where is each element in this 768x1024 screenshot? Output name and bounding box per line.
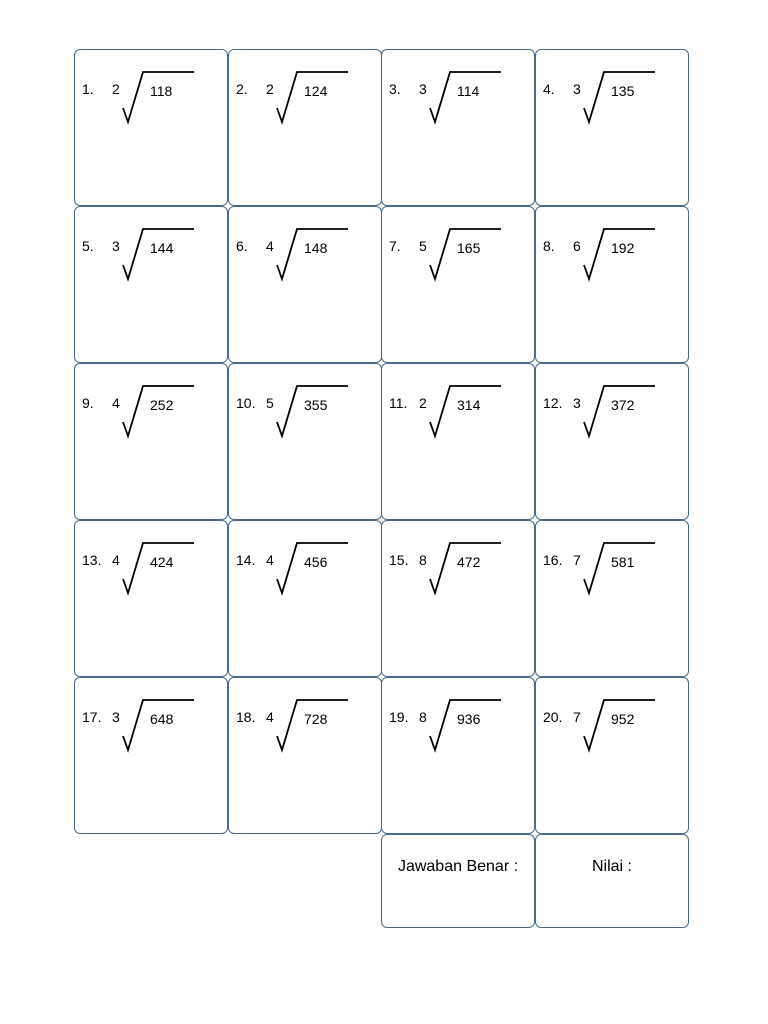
problem-divisor: 5 — [419, 238, 427, 254]
problem-dividend: 372 — [611, 397, 635, 413]
problem-number: 20. — [543, 709, 563, 725]
problem-divisor: 2 — [112, 81, 120, 97]
problem-number: 19. — [389, 709, 409, 725]
problem-divisor: 4 — [266, 552, 274, 568]
problem-cell[interactable] — [228, 677, 382, 834]
problem-divisor: 4 — [266, 709, 274, 725]
grade-box[interactable] — [535, 834, 689, 928]
problem-number: 4. — [543, 81, 555, 97]
problem-cell[interactable] — [74, 206, 228, 363]
problem-number: 18. — [236, 709, 256, 725]
problem-divisor: 3 — [573, 395, 581, 411]
problem-number: 15. — [389, 552, 409, 568]
problem-divisor: 7 — [573, 709, 581, 725]
problem-number: 12. — [543, 395, 563, 411]
problem-dividend: 936 — [457, 711, 481, 727]
problem-dividend: 252 — [150, 397, 174, 413]
problem-dividend: 144 — [150, 240, 174, 256]
problem-number: 6. — [236, 238, 248, 254]
problem-cell[interactable] — [381, 363, 535, 520]
problem-dividend: 952 — [611, 711, 635, 727]
problem-divisor: 2 — [266, 81, 274, 97]
problem-cell[interactable] — [228, 520, 382, 677]
problem-divisor: 4 — [266, 238, 274, 254]
problem-number: 1. — [82, 81, 94, 97]
problem-number: 2. — [236, 81, 248, 97]
problem-dividend: 165 — [457, 240, 481, 256]
problem-dividend: 192 — [611, 240, 635, 256]
problem-number: 8. — [543, 238, 555, 254]
problem-cell[interactable] — [535, 520, 689, 677]
problem-cell[interactable] — [74, 677, 228, 834]
problem-dividend: 648 — [150, 711, 174, 727]
problem-dividend: 118 — [150, 83, 173, 99]
problem-number: 9. — [82, 395, 94, 411]
problem-cell[interactable] — [74, 49, 228, 206]
problem-divisor: 5 — [266, 395, 274, 411]
problem-cell[interactable] — [535, 363, 689, 520]
problem-divisor: 8 — [419, 552, 427, 568]
problem-number: 3. — [389, 81, 401, 97]
problem-divisor: 4 — [112, 395, 120, 411]
problem-number: 16. — [543, 552, 563, 568]
problem-dividend: 135 — [611, 83, 635, 99]
problem-divisor: 7 — [573, 552, 581, 568]
problem-number: 5. — [82, 238, 94, 254]
problem-dividend: 314 — [457, 397, 481, 413]
problem-dividend: 148 — [304, 240, 328, 256]
problem-number: 13. — [82, 552, 102, 568]
problem-cell[interactable] — [381, 206, 535, 363]
problem-dividend: 728 — [304, 711, 328, 727]
problem-cell[interactable] — [381, 520, 535, 677]
problem-cell[interactable] — [228, 49, 382, 206]
problem-dividend: 114 — [457, 83, 480, 99]
problem-dividend: 124 — [304, 83, 328, 99]
problem-dividend: 472 — [457, 554, 481, 570]
problem-cell[interactable] — [535, 49, 689, 206]
problem-dividend: 456 — [304, 554, 328, 570]
problem-divisor: 3 — [419, 81, 427, 97]
problem-divisor: 3 — [112, 238, 120, 254]
problem-cell[interactable] — [381, 49, 535, 206]
problem-dividend: 355 — [304, 397, 328, 413]
problem-divisor: 6 — [573, 238, 581, 254]
problem-cell[interactable] — [228, 206, 382, 363]
problem-number: 17. — [82, 709, 102, 725]
problem-number: 7. — [389, 238, 401, 254]
problem-number: 11. — [389, 395, 408, 411]
problem-cell[interactable] — [535, 206, 689, 363]
problem-divisor: 4 — [112, 552, 120, 568]
grade-label: Nilai : — [591, 858, 632, 875]
problem-divisor: 8 — [419, 709, 427, 725]
problem-number: 14. — [236, 552, 256, 568]
problem-divisor: 3 — [112, 709, 120, 725]
correct-answers-box[interactable] — [381, 834, 535, 928]
problem-cell[interactable] — [228, 363, 382, 520]
problem-cell[interactable] — [74, 363, 228, 520]
problem-divisor: 3 — [573, 81, 581, 97]
problem-dividend: 581 — [611, 554, 635, 570]
problem-cell[interactable] — [381, 677, 535, 834]
problem-cell[interactable] — [535, 677, 689, 834]
problem-dividend: 424 — [150, 554, 174, 570]
correct-answers-label: Jawaban Benar : — [397, 858, 519, 875]
problem-divisor: 2 — [419, 395, 427, 411]
problem-cell[interactable] — [74, 520, 228, 677]
problem-number: 10. — [236, 395, 256, 411]
